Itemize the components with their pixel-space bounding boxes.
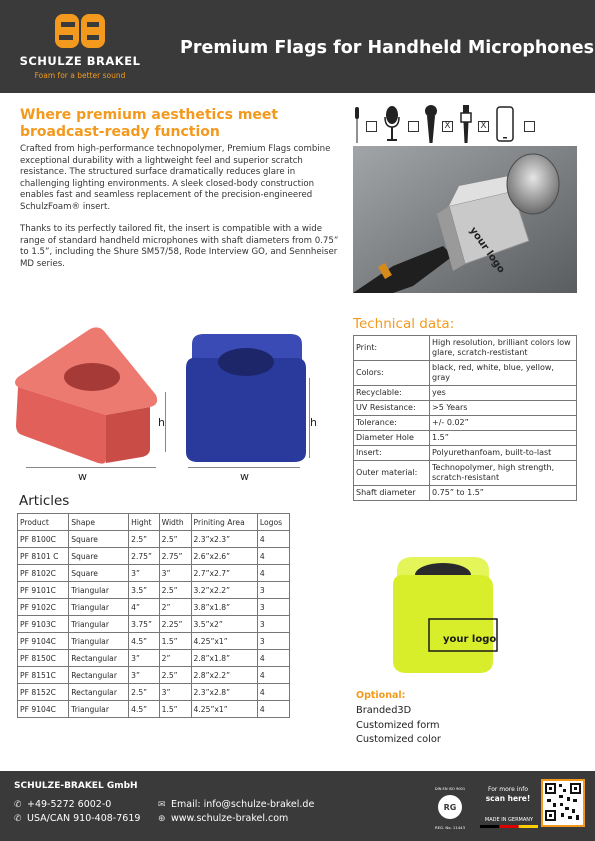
table-cell: PF 9101C	[18, 582, 69, 599]
yellow-flag-photo	[353, 545, 533, 683]
table-cell: 3.5”x2”	[191, 616, 257, 633]
intro-paragraph-2: Thanks to its perfectly tailored fit, the insert is compatible with a wide range of standard handheld microphones with shaft diameters from 0.75” to 1.5”, including the Shure SM57/58, Rode Interview GO, and Sennheiser MD series.	[20, 224, 339, 269]
table-cell: PF 9103C	[18, 616, 69, 633]
page-footer	[0, 771, 595, 841]
table-row	[18, 684, 290, 701]
tech-row	[354, 431, 577, 446]
brand-tagline: Foam for a better sound	[34, 71, 126, 80]
table-cell: Rectangular	[69, 667, 129, 684]
table-cell: 2.5”	[129, 531, 160, 548]
optional-item: Branded3D	[356, 705, 412, 716]
tech-key: Outer material:	[354, 461, 430, 486]
smartphone-icon	[495, 105, 515, 145]
table-cell: PF 9104C	[18, 701, 69, 718]
table-cell: 3	[257, 616, 289, 633]
articles-table	[17, 513, 290, 718]
tech-key: Tolerance:	[354, 416, 430, 431]
tech-row	[354, 446, 577, 461]
tech-value: 1.5”	[430, 431, 577, 446]
tech-value: black, red, white, blue, yellow, gray	[430, 361, 577, 386]
more-info	[478, 785, 538, 803]
table-row	[18, 548, 290, 565]
table-cell: 2.5”	[129, 684, 160, 701]
compat-checkbox-3: X	[442, 121, 453, 132]
studio-mic-icon	[382, 105, 402, 145]
compat-checkbox-5	[524, 121, 535, 132]
table-cell: PF 8101 C	[18, 548, 69, 565]
tech-row	[354, 486, 577, 501]
table-cell: 3”	[129, 565, 160, 582]
tech-value: >5 Years	[430, 401, 577, 416]
table-cell: 2.5”	[159, 531, 191, 548]
technical-data-table	[353, 335, 577, 501]
tech-row	[354, 361, 577, 386]
table-cell: 2.5”	[159, 667, 191, 684]
table-cell: Triangular	[69, 701, 129, 718]
table-cell: PF 8152C	[18, 684, 69, 701]
table-cell: 3”	[159, 565, 191, 582]
table-row	[18, 667, 290, 684]
square-flag-icon	[182, 328, 312, 468]
table-cell: 2”	[159, 599, 191, 616]
optional-item: Customized color	[356, 734, 441, 745]
dimension-line-w1	[26, 466, 156, 470]
dimension-line-h1	[164, 392, 168, 452]
table-cell: 2.3”x2.8”	[191, 684, 257, 701]
column-header: Shape	[69, 514, 129, 531]
table-cell: 2.8”x1.8”	[191, 650, 257, 667]
tech-row	[354, 416, 577, 431]
table-cell: 3”	[129, 667, 160, 684]
table-cell: PF 8102C	[18, 565, 69, 582]
column-header: Width	[159, 514, 191, 531]
table-cell: 2.3”x2.3”	[191, 531, 257, 548]
articles-title: Articles	[19, 493, 70, 509]
tech-row	[354, 336, 577, 361]
tech-value: High resolution, brilliant colors low glare, scratch-restistant	[430, 336, 577, 361]
width-label-1: w	[78, 470, 87, 483]
compatibility-icons	[352, 105, 572, 145]
table-cell: PF 9102C	[18, 599, 69, 616]
tech-key: Shaft diameter	[354, 486, 430, 501]
tech-row	[354, 401, 577, 416]
table-cell: 2.8”x2.2”	[191, 667, 257, 684]
table-cell: 3.8”x1.8”	[191, 599, 257, 616]
footer-company: SCHULZE-BRAKEL GmbH	[14, 781, 138, 791]
table-cell: 2.6”x2.6”	[191, 548, 257, 565]
table-cell: 4	[257, 701, 289, 718]
tech-value: Polyurethanfoam, built-to-last	[430, 446, 577, 461]
photo1-logo-label: your logo	[467, 225, 507, 276]
optional-item: Customized form	[356, 719, 440, 731]
table-row	[18, 701, 290, 718]
table-cell: 2.7”x2.7”	[191, 565, 257, 582]
table-cell: 2”	[159, 650, 191, 667]
table-cell: Square	[69, 548, 129, 565]
table-cell: PF 9104C	[18, 633, 69, 650]
table-cell: 4.25”x1”	[191, 633, 257, 650]
lavalier-mic-icon	[352, 105, 362, 145]
phone-icon: ✆	[14, 800, 22, 810]
footer-email[interactable]: ✉ Email: info@schulze-brakel.de	[158, 799, 315, 810]
made-in-germany: MADE IN GERMANY	[484, 817, 534, 823]
optional-title: Optional:	[356, 690, 406, 701]
table-row	[18, 565, 290, 582]
sb-logo-icon	[55, 14, 105, 48]
page-header	[0, 0, 595, 93]
table-cell: 3.75”	[129, 616, 160, 633]
intro-paragraph-1: Crafted from high-performance technopolymer, Premium Flags combine exceptional durability with a lightweight feel and superior scratch resistance. The structured surface dramatically reduces glare in challenging lighting environments. A sleek closed-body construction enables fast and seamless replacement of the precision-engineered SchulzFoam® insert.	[20, 144, 331, 212]
table-cell: 4	[257, 531, 289, 548]
table-cell: 3”	[129, 650, 160, 667]
table-cell: PF 8100C	[18, 531, 69, 548]
tech-key: Print:	[354, 336, 430, 361]
technical-data-title: Technical data:	[353, 316, 455, 332]
table-cell: 2.25”	[159, 616, 191, 633]
table-cell: 4.25”x1”	[191, 701, 257, 718]
table-cell: Square	[69, 565, 129, 582]
microphone-flag-photo	[353, 146, 577, 293]
svg-text:RG: RG	[443, 803, 457, 812]
table-cell: 3	[257, 582, 289, 599]
svg-text:DIN EN ISO 9001: DIN EN ISO 9001	[434, 787, 466, 791]
table-cell: 3.5”	[129, 582, 160, 599]
height-label-2: h	[310, 416, 317, 429]
page-title: Premium Flags for Handheld Microphones	[180, 38, 595, 58]
iso-certification-icon	[430, 783, 470, 833]
tech-row	[354, 386, 577, 401]
svg-text:REG. No. 11443: REG. No. 11443	[435, 825, 465, 830]
table-cell: 2.75”	[129, 548, 160, 565]
table-cell: 2.5”	[159, 582, 191, 599]
column-header: Hight	[129, 514, 160, 531]
phone-icon: ✆	[14, 814, 22, 824]
tech-value: +/- 0.02”	[430, 416, 577, 431]
scan-here-label: scan here!	[485, 794, 531, 803]
table-cell: 4	[257, 684, 289, 701]
table-row	[18, 599, 290, 616]
footer-phone-us: ✆ USA/CAN 910-408-7619	[14, 813, 141, 824]
tech-key: UV Resistance:	[354, 401, 430, 416]
table-cell: 3	[257, 599, 289, 616]
footer-website[interactable]: ⊕ www.schulze-brakel.com	[158, 813, 289, 824]
triangle-flag-icon	[10, 325, 160, 465]
table-cell: Triangular	[69, 616, 129, 633]
table-cell: PF 8151C	[18, 667, 69, 684]
table-cell: 4	[257, 565, 289, 582]
table-cell: 2.75”	[159, 548, 191, 565]
table-cell: 4.5”	[129, 633, 160, 650]
tech-row	[354, 461, 577, 486]
table-cell: PF 8150C	[18, 650, 69, 667]
width-label-2: w	[240, 470, 249, 483]
tech-key: Colors:	[354, 361, 430, 386]
optional-list	[356, 704, 441, 748]
tech-value: Technopolymer, high strength, scratch-resistant	[430, 461, 577, 486]
intro-headline: Where premium aesthetics meet broadcast-ready function	[20, 107, 279, 140]
table-cell: 1.5”	[159, 633, 191, 650]
table-cell: 4.5”	[129, 701, 160, 718]
table-row	[18, 582, 290, 599]
table-cell: Square	[69, 531, 129, 548]
mail-icon: ✉	[158, 800, 166, 810]
table-cell: Triangular	[69, 599, 129, 616]
compat-checkbox-4: X	[478, 121, 489, 132]
table-cell: 4	[257, 548, 289, 565]
tech-key: Insert:	[354, 446, 430, 461]
product-shapes	[10, 320, 340, 490]
table-cell: Triangular	[69, 582, 129, 599]
table-row	[18, 650, 290, 667]
compat-checkbox-2	[408, 121, 419, 132]
dimension-line-h2	[308, 378, 312, 458]
table-row	[18, 616, 290, 633]
table-cell: 3	[257, 633, 289, 650]
table-cell: 1.5”	[159, 701, 191, 718]
germany-flag-icon	[480, 825, 538, 828]
column-header: Product	[18, 514, 69, 531]
height-label-1: h	[158, 416, 165, 429]
table-cell: 3”	[159, 684, 191, 701]
tech-key: Diameter Hole	[354, 431, 430, 446]
table-cell: Triangular	[69, 633, 129, 650]
table-row	[18, 633, 290, 650]
table-cell: 3.2”x2.2”	[191, 582, 257, 599]
table-cell: 4	[257, 667, 289, 684]
column-header: Logos	[257, 514, 289, 531]
tech-value: 0.75” to 1.5”	[430, 486, 577, 501]
qr-code-icon[interactable]	[541, 779, 585, 827]
intro-text	[20, 144, 340, 281]
table-cell: Rectangular	[69, 684, 129, 701]
table-cell: 4”	[129, 599, 160, 616]
column-header: Priniting Area	[191, 514, 257, 531]
more-info-label: For more info	[488, 786, 528, 793]
articles-header-row	[18, 514, 290, 531]
table-cell: Rectangular	[69, 650, 129, 667]
table-row	[18, 531, 290, 548]
camera-mic-icon	[459, 105, 473, 145]
tech-key: Recyclable:	[354, 386, 430, 401]
brand-name: SCHULZE BRAKEL	[19, 54, 141, 68]
table-cell: 4	[257, 650, 289, 667]
photo2-logo-label: your logo	[443, 634, 497, 645]
globe-icon: ⊕	[158, 814, 166, 824]
tech-value: yes	[430, 386, 577, 401]
handheld-mic-icon	[424, 105, 438, 145]
compat-checkbox-1	[366, 121, 377, 132]
footer-phone: ✆ +49-5272 6002-0	[14, 799, 112, 810]
